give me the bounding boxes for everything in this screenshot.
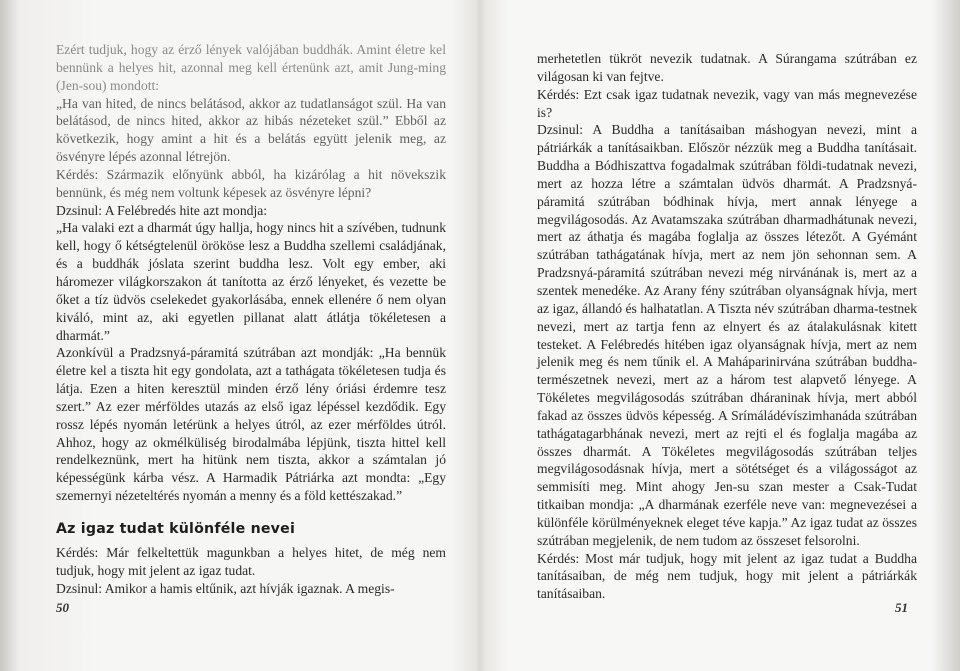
right-page-text	[537, 50, 917, 603]
paragraph: Azonkívül a Pradzsnyá-páramitá szútrában azt mondják: „Ha bennük életre kel a tiszta hit egy gondolata, azt a tathágata tökéletesen tudja és látja. Ezen a hiten keresztül minden érző lény óriási érdemre tesz szert.” Az ezer mérföldes utazás az első igaz lépéssel kezdődik. Egy rossz lépés nyomán letérünk a helyes útról, az ezer mérföldes útról. Ahhoz, hogy az okmélküliség birodalmába lépjünk, tiszta hittel kell rendelkeznünk, mert ha hitünk nem tiszta, akkor a számtalan jó képességünk kárba vész. A Harmadik Pátriárka azt mondta: „Egy szemernyi nézeteltérés nyomán a menny és a föld kettészakad.”	[56, 345, 446, 504]
paragraph: „Ha valaki ezt a dharmát úgy hallja, hogy nincs hit a szívében, tudnunk kell, hogy ő kétségtelenül örököse lesz a Buddha szellemi családjának, és a buddhák jóslata szerint buddha lesz. Volt egy ember, aki háromezer világkorszakon át tanította az érző lényeket, és vezette be őket a tíz üdvös cselekedet gyakorlásába, ennek ellenére ő nem olyan kiváló, mint az, aki egyetlen pillanat alatt átlátja tökéletesen a dharmát.”	[56, 220, 446, 343]
paragraph: Dzsinul: Amikor a hamis eltűnik, azt hívják igaznak. A megis-	[56, 580, 395, 596]
page-number: 50	[56, 600, 69, 615]
section-heading: Az igaz tudat különféle nevei	[56, 520, 296, 537]
paragraph: Dzsinul: A Buddha a tanításaiban máshogyan nevezi, mint a pátriárkák a tanításaikban. Először nézzük meg a Buddha tanításait. Buddha a Bódhiszattva fogadalmak szútrában földi-tudatnak nevezi, mert az hozza létre a számtalan üdvös dharmát. A Pradzsnyá-páramitá szútrában bódhinak hívja, mert annak lényege a megvilágosodás. Az Avatamszaka szútrában dharmadhátunak nevezi, mert az áthatja és magába foglalja az összes létezőt. A Gyémánt szútrában tathágatának hívja, mert az nem jön sehonnan sem. A Pradzsnyá-páramitá szútrában nevezi még nirvánának is, mert az a szentek menedéke. Az Arany fény szútrában olyanságnak hívja, mert az igaz, állandó és halhatatlan. A Tiszta név szútrában dharma-testnek nevezi, mert az tartja fenn az elnyert és az átalakulásnak kitett testeket. A Felébredés hitében igaz olyanságnak hívja, mert az nem jelenik meg és nem tűnik el. A Maháparinirvána szútrában buddha-természetnek nevezi, mert az a három test alapvető lényege. A Tökéletes megvilágosodás szútrában dháraninak hívja, mert abból fakad az összes üdvös képesség. A Srímáládévíszimhanáda szútrában tathágatagarbhának nevezi, mert az rejti el és foglalja magába az összes dharmát. A Tökéletes megvilágosodás szútrában teljes megvilágosodásnak hívja, mert a sötétséget és a világosságot az semmisíti meg. Mint ahogy Jen-su szan mester a Csak-Tudat titkaiban mondja: „A dharmának ezerféle neve van: megnevezései a különféle körülményeknek eleget téve kapja.” Az igaz tudat az összes szútrában megjelenik, de nem tudom az összeset felsorolni.	[537, 122, 917, 548]
paragraph: Kérdés: Származik előnyünk abból, ha kizárólag a hit növekszik bennünk, és még nem voltunk képesek az ösvényre lépni?	[56, 166, 446, 200]
paragraph: merhetetlen tükröt nevezik tudatnak. A Súrangama szútrában ez világosan ki van fejtve.	[537, 51, 917, 84]
right-page	[480, 0, 960, 671]
paragraph: Ezért tudjuk, hogy az érző lények valójában buddhák. Amint életre kel bennünk a helyes hit, azonnal meg kell értenünk azt, amit Jung-ming (Jen-sou) mondott:	[56, 42, 446, 93]
paragraph: Kérdés: Ezt csak igaz tudatnak nevezik, vagy van más megnevezése is?	[537, 86, 917, 120]
paragraph: Dzsinul: A Felébredés hite azt mondja:	[56, 202, 268, 218]
paragraph: Kérdés: Most már tudjuk, hogy mit jelent az igaz tudat a Buddha tanításaiban, de még nem tudjuk, hogy mit jelent a pátriárkák tanításaiban.	[537, 550, 917, 602]
paragraph: „Ha van hited, de nincs belátásod, akkor az tudatlanságot szül. Ha van belátásod, de nincs hited, akkor az hibás nézeteket szül.” Ebből az következik, hogy amint a hit és a belátás együtt jelenik meg, az ösvényre lépés azonnal létrejön.	[56, 95, 446, 165]
paragraph: Kérdés: Már felkeltettük magunkban a helyes hitet, de még nem tudjuk, hogy mit jelent az igaz tudat.	[56, 544, 446, 578]
left-page-text	[56, 41, 446, 597]
page-number: 51	[895, 600, 908, 615]
